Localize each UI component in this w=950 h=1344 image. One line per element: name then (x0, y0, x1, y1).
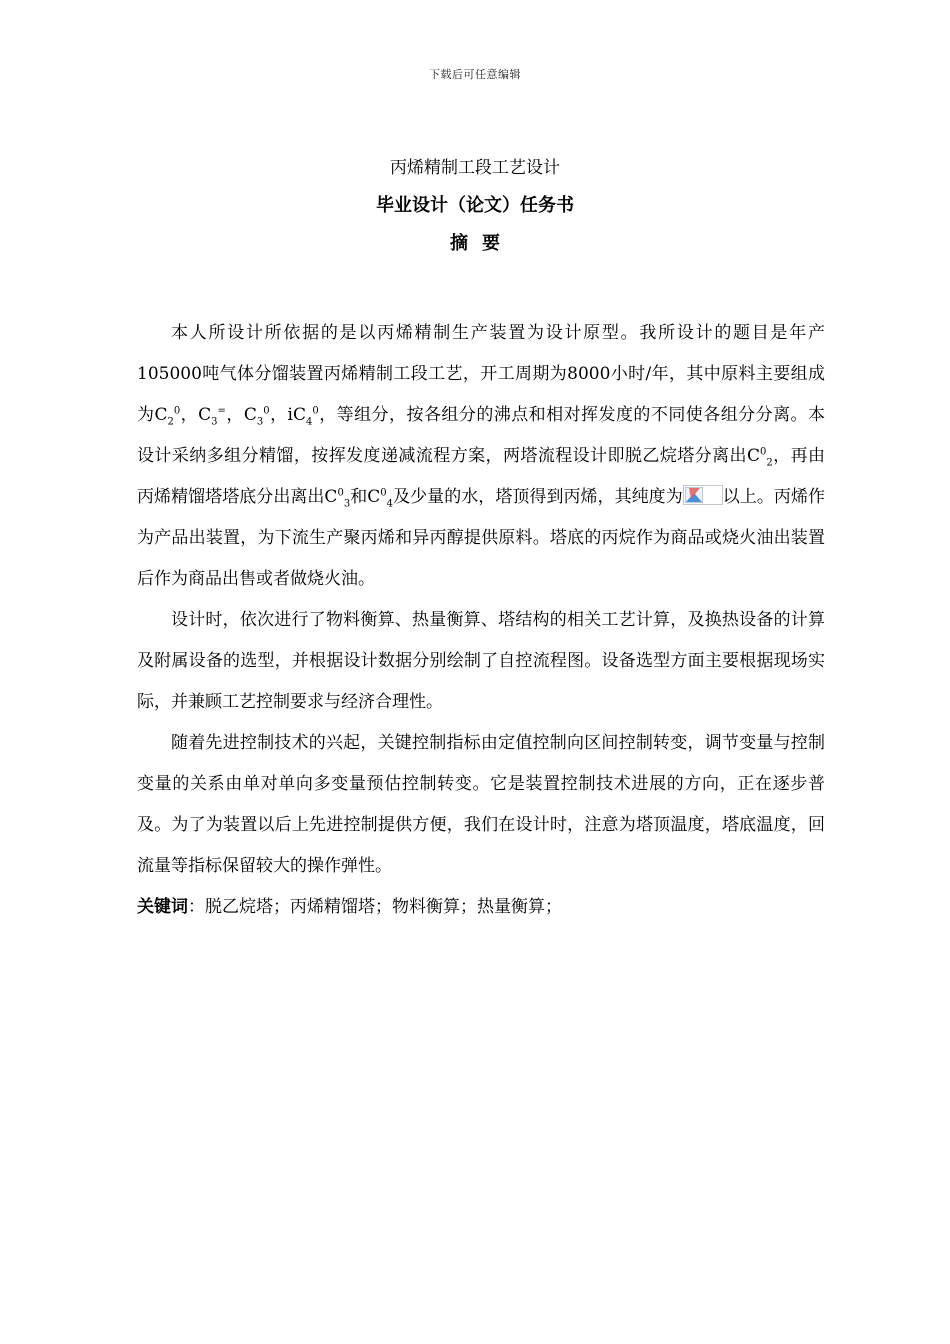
abstract-body (137, 313, 825, 928)
abstract-paragraph-1: 本人所设计所依据的是以丙烯精制生产装置为设计原型。我所设计的题目是年产105000吨气体分馏装置丙烯精制工段工艺，开工周期为8000小时/年，其中原料主要组成为$C_2^0$，$C_3^=$，$C_3^0$，$iC_4^0$，等组分，按各组分的沸点和相对挥发度的不同使各组分分离。本设计采纳多组分精馏，按挥发度递减流程方案，两塔流程设计即脱乙烷塔分离出$C^0_2$，再由丙烯精馏塔塔底分出离出$C^0_3$和$C^0_4$及少量的水，塔顶得到丙烯，其纯度为 以上。丙烯作为产品出装置，为下流生产聚丙烯和异丙醇提供原料。塔底的丙烷作为商品或烧火油出装置后作为商品出售或者做烧火油。 (137, 323, 826, 589)
keywords-text: ：脱乙烷塔；丙烯精馏塔；物料衡算；热量衡算； (188, 897, 562, 917)
abstract-paragraph-3: 随着先进控制技术的兴起，关键控制指标由定值控制向区间控制转变，调节变量与控制变量的关系由单对单向多变量预估控制转变。它是装置控制技术进展的方向，正在逐步普及。为了为装置以后上先进控制提供方便，我们在设计时，注意为塔顶温度，塔底温度，回流量等指标保留较大的操作弹性。 (137, 733, 825, 876)
keywords-line (137, 887, 825, 928)
abstract-heading: 摘要 (450, 233, 514, 254)
document-subtitle: 毕业设计（论文）任务书 (376, 195, 574, 216)
document-title: 丙烯精制工段工艺设计 (390, 158, 560, 178)
broken-image-icon (683, 485, 723, 505)
header-note: 下载后可任意编辑 (429, 68, 521, 81)
keywords-label: 关键词 (137, 897, 188, 917)
abstract-paragraph-2: 设计时，依次进行了物料衡算、热量衡算、塔结构的相关工艺计算，及换热设备的计算及附属设备的选型，并根据设计数据分别绘制了自控流程图。设备选型方面主要根据现场实际，并兼顾工艺控制要求与经济合理性。 (137, 610, 825, 712)
